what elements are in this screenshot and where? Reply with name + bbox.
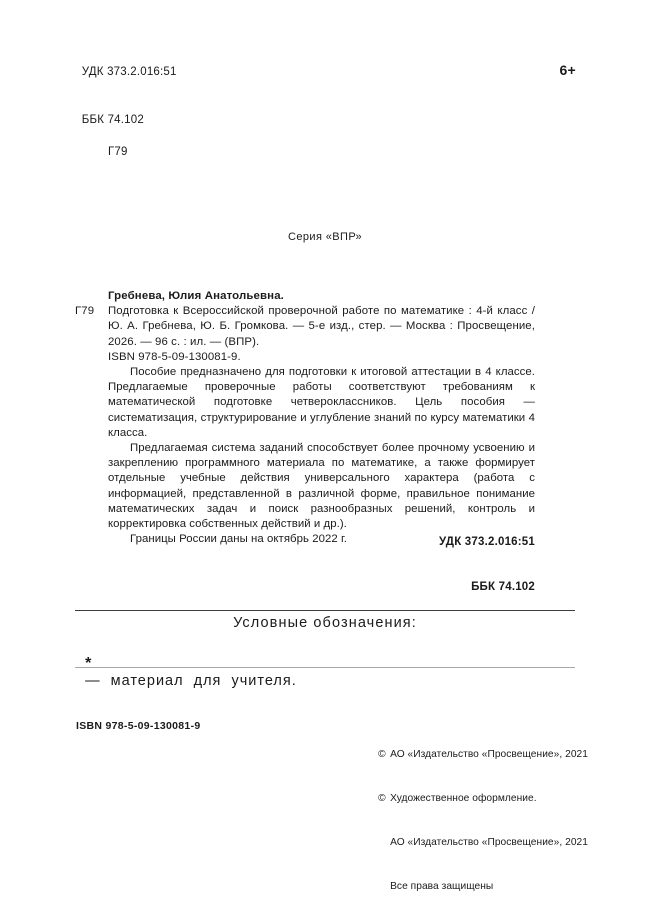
legend-divider-top — [75, 610, 575, 611]
age-rating-badge: 6+ — [559, 62, 576, 78]
bibliographic-record — [75, 289, 535, 547]
shelf-mark: Г79 — [108, 146, 128, 158]
copyright-line-3: АО «Издательство «Просвещение», 2021 — [390, 836, 588, 848]
copyright-icon-2: © — [378, 792, 386, 804]
legend-item — [75, 639, 297, 689]
classification-repeat-block — [75, 520, 535, 595]
classification-block — [75, 48, 177, 176]
series-label: Серия «ВПР» — [288, 231, 362, 243]
legend-divider-bottom — [75, 667, 575, 668]
footer-isbn: ISBN 978-5-09-130081-9 — [76, 720, 201, 732]
annotation-paragraph-1: Пособие предназначено для подготовки к итоговой аттестации в 4 классе. Предлагаемые проверочные работы соответствуют требованиям к математической подготовке четвероклассников. Цель пособия — систематизация, структурирование и углубление знаний по курсу математики 4 класса. — [108, 366, 535, 439]
record-description — [75, 304, 535, 350]
record-text: Подготовка к Всероссийской проверочной работе по математике : 4-й класс / Ю. А. Гребнева, Ю. Б. Громкова. — 5-е изд., стер. — Москва : Просвещение, 2026. — 96 с. : ил. — (ВПР). — [108, 305, 535, 348]
bbk-code-repeat: ББК 74.102 — [471, 581, 535, 593]
copyright-line-2-text: Художественное оформление. — [390, 792, 537, 804]
asterisk-icon: * — [85, 655, 93, 672]
legend-title: Условные обозначения: — [233, 615, 417, 631]
record-isbn: ISBN 978-5-09-130081-9. — [108, 350, 241, 363]
author-name: Гребнева, Юлия Анатольевна. — [108, 290, 284, 302]
bbk-code: ББК 74.102 — [81, 114, 144, 126]
annotation-paragraph-2: Предлагаемая система заданий способствует более прочному усвоению и закреплению программного материала по математике, а также формирует отдельные учебные действия универсального характера (работа с информацией, представленной в различной форме, правильное понимание математических задач и поиск разнообразных решений, контроль и корректировка собственных действий и др.). — [108, 442, 535, 531]
copyright-line-1-text: АО «Издательство «Просвещение», 2021 — [390, 749, 588, 761]
udk-code: УДК 373.2.016:51 — [81, 66, 177, 78]
copyright-line-4: Все права защищены — [390, 880, 494, 892]
copyright-block — [378, 719, 588, 909]
annotation-paragraph-3: Границы России даны на октябрь 2022 г. — [130, 533, 347, 546]
udk-code-repeat: УДК 373.2.016:51 — [439, 536, 535, 548]
copyright-line-1 — [378, 748, 588, 763]
copyright-line-2 — [378, 792, 588, 807]
copyright-icon: © — [378, 749, 386, 761]
legend-item-label: — материал для учителя. — [85, 673, 297, 689]
record-shelf-mark: Г79 — [75, 305, 95, 318]
